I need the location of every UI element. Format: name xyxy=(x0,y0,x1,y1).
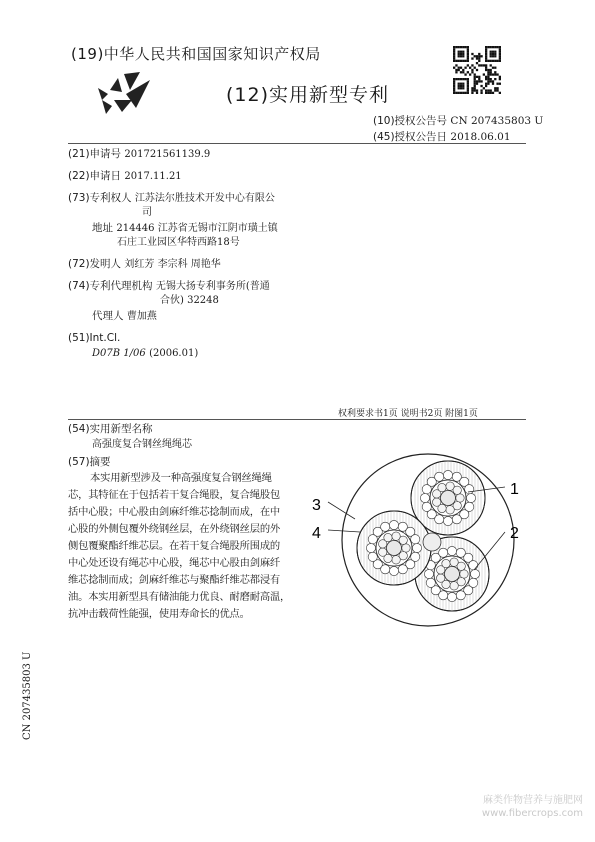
figure-label-1: 1 xyxy=(510,481,519,498)
utility-model-title: 高强度复合钢丝绳绳芯 xyxy=(92,439,192,450)
publication-number-label: (10)授权公告号 xyxy=(373,115,448,127)
utility-model-title-label: (54)实用新型名称 xyxy=(68,423,153,435)
abstract-label: (57)摘要 xyxy=(68,456,111,468)
patentee-continued: 司 xyxy=(142,207,152,218)
publication-date-row xyxy=(373,129,511,144)
abstract-line: 心股的外侧包覆外绕钢丝层，在外绕钢丝层的外 xyxy=(68,523,281,535)
abstract-line: 芯，其特征在于包括若干复合绳股，复合绳股包 xyxy=(68,489,281,501)
publication-date-value: 2018.06.01 xyxy=(450,131,511,143)
patent-agency-continued: 合伙) 32248 xyxy=(160,295,219,306)
sipo-logo xyxy=(96,70,152,116)
publication-date-label: (45)授权公告日 xyxy=(373,131,448,143)
abstract-line: 本实用新型涉及一种高强度复合钢丝绳绳 xyxy=(90,472,272,484)
ipc-header: (51)Int.Cl. xyxy=(68,332,121,344)
side-publication-number: CN 207435803 U xyxy=(22,651,33,740)
inventors: (72)发明人 刘红芳 李宗科 周艳华 xyxy=(68,258,221,270)
abstract-line: 侧包覆聚酯纤维芯层。在若干复合绳股所围成的 xyxy=(68,540,281,552)
document-type-title: (12)实用新型专利 xyxy=(226,84,390,106)
abstract-line: 维芯捻制而成；剑麻纤维芯与聚酯纤维芯都浸有 xyxy=(68,574,281,586)
address-continued: 石庄工业园区华特西路18号 xyxy=(117,237,240,248)
publication-number-row xyxy=(373,113,543,128)
issuing-authority: (19)中华人民共和国国家知识产权局 xyxy=(71,45,321,63)
rope-cross-section-figure xyxy=(300,452,550,627)
abstract-line: 中心处还设有绳芯中心股，绳芯中心股由剑麻纤 xyxy=(68,557,281,569)
application-number: (21)申请号 201721561139.9 xyxy=(68,148,211,160)
ipc-classification: D07B 1/06 (2006.01) xyxy=(92,348,199,359)
site-watermark: 麻类作物营养与施肥网 www.fibercrops.com xyxy=(481,795,583,819)
address: 地址 214446 江苏省无锡市江阴市璜土镇 xyxy=(92,222,278,234)
figure-label-2: 2 xyxy=(510,525,519,542)
figure-label-4: 4 xyxy=(312,525,321,542)
qr-code xyxy=(453,46,501,94)
publication-number-value: CN 207435803 U xyxy=(450,115,544,127)
patentee: (73)专利权人 江苏法尔胜技术开发中心有限公 xyxy=(68,192,275,204)
abstract-line: 油。本实用新型具有储油能力优良、耐磨耐高温， xyxy=(68,591,291,603)
abstract-line: 括中心股；中心股由剑麻纤维芯捻制而成，在中 xyxy=(68,506,281,518)
figure-label-3: 3 xyxy=(312,497,321,514)
application-date: (22)申请日 2017.11.21 xyxy=(68,170,182,182)
header-divider xyxy=(68,143,526,144)
patent-agent: 代理人 曹加燕 xyxy=(92,310,157,322)
abstract-line: 抗冲击载荷性能强，使用寿命长的优点。 xyxy=(68,608,250,620)
patent-agency: (74)专利代理机构 无锡大扬专利事务所(普通 xyxy=(68,280,270,292)
section-divider xyxy=(68,419,526,420)
page-counts: 权利要求书1页 说明书2页 附图1页 xyxy=(338,409,478,419)
